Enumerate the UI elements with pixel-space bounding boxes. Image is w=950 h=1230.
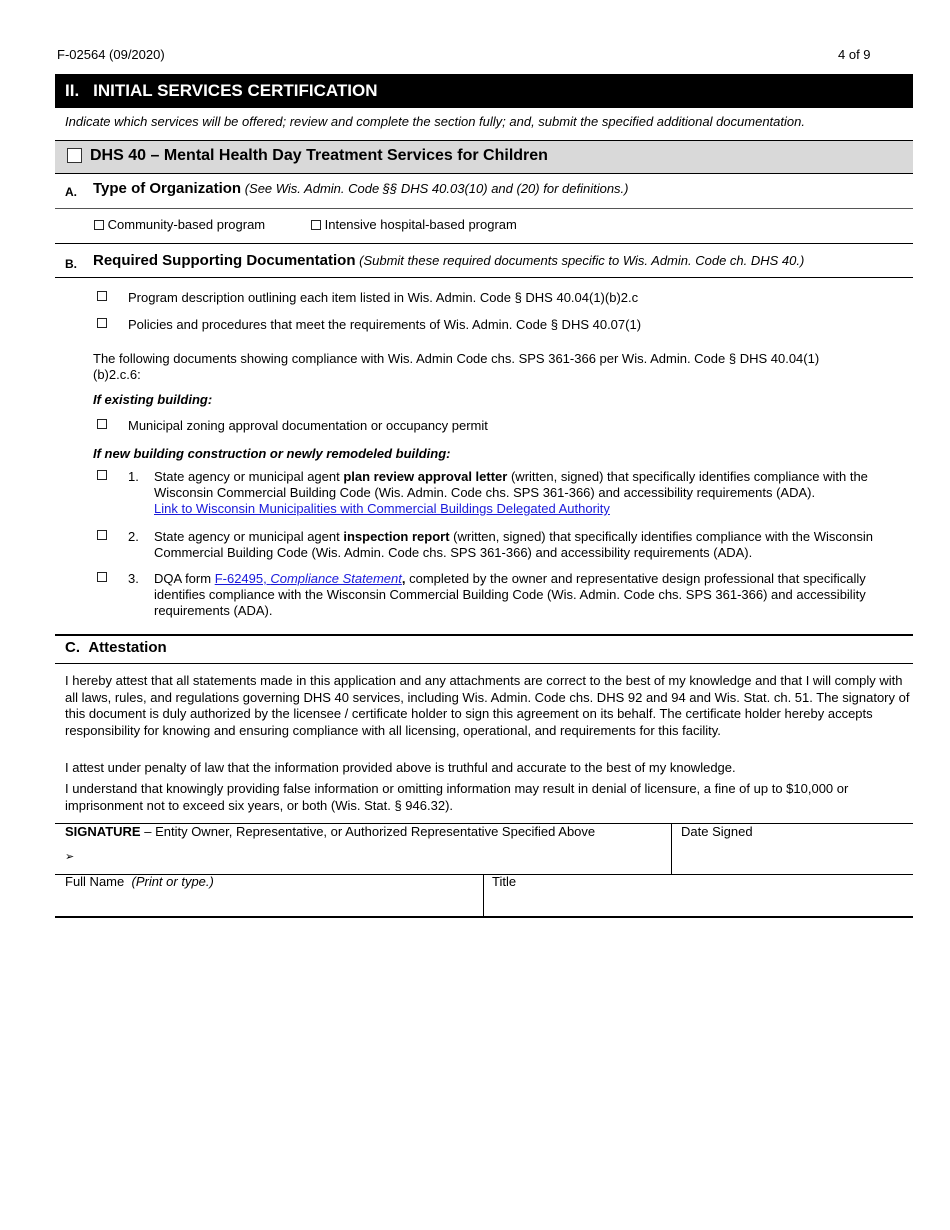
- divider: [55, 277, 913, 278]
- dhs40-title: DHS 40 – Mental Health Day Treatment Services for Children: [90, 147, 548, 164]
- divider: [55, 173, 913, 174]
- part-b-title: Required Supporting Documentation: [93, 252, 356, 269]
- part-c-letter: C.: [65, 639, 80, 656]
- item1-text: Program description outlining each item listed in Wis. Admin. Code § DHS 40.04(1)(b)2.c: [128, 290, 639, 305]
- arrow-icon: ➢: [65, 851, 75, 863]
- new3-checkbox[interactable]: [97, 572, 107, 582]
- part-a-heading: [93, 180, 629, 197]
- part-a-note: (See Wis. Admin. Code §§ DHS 40.03(10) and (20) for definitions.): [244, 181, 629, 196]
- new1-number: 1.: [128, 469, 139, 484]
- divider: [55, 243, 913, 244]
- new1-text: State agency or municipal agent plan review approval letter (written, signed) that specifically identifies compliance with the Wisconsin Commercial Building Code (Wis. Admin. Code chs. SPS 361-366) and accessibility requirements (ADA). Link to Wisconsin Municipalities with Commercial Buildings Delegated Authority: [154, 469, 868, 516]
- signature-field[interactable]: [75, 842, 665, 870]
- divider: [55, 916, 913, 918]
- section-header: [55, 74, 913, 108]
- compliance-intro: The following documents showing compliance with Wis. Admin Code chs. SPS 361-366 per Wis. Admin. Code § DHS 40.04(1)(b)2.c.6:: [93, 351, 820, 382]
- signature-label: SIGNATURE – Entity Owner, Representative, or Authorized Representative Specified Above: [65, 824, 596, 839]
- org-option-community[interactable]: Community-based program: [94, 217, 265, 233]
- existing-item-text: Municipal zoning approval documentation or occupancy permit: [128, 418, 488, 433]
- full-name-field[interactable]: [62, 891, 477, 915]
- item2-text: Policies and procedures that meet the requirements of Wis. Admin. Code § DHS 40.07(1): [128, 317, 642, 332]
- existing-checkbox[interactable]: [97, 419, 107, 429]
- new-building-label: If new building construction or newly remodeled building:: [93, 446, 451, 461]
- inspection-report-label: inspection report: [343, 529, 450, 544]
- attestation-para-2: I attest under penalty of law that the information provided above is truthful and accurate to the best of my knowledge.: [65, 760, 736, 775]
- part-a-title: Type of Organization: [93, 180, 242, 197]
- page-number: 4 of 9: [838, 47, 871, 62]
- title-field[interactable]: [490, 891, 905, 915]
- date-signed-label: Date Signed: [681, 824, 753, 839]
- part-b-note: (Submit these required documents specific to Wis. Admin. Code ch. DHS 40.): [359, 253, 805, 268]
- new2-text: State agency or municipal agent inspection report (written, signed) that specifically identifies compliance with the Wisconsin Commercial Building Code (Wis. Admin. Code chs. SPS 361-366) and accessibility requirements (ADA).: [154, 529, 873, 560]
- part-b-heading: [93, 252, 804, 269]
- community-checkbox[interactable]: [94, 220, 104, 230]
- municipalities-link[interactable]: Link to Wisconsin Municipalities with Commercial Buildings Delegated Authority: [154, 501, 610, 516]
- section-title: INITIAL SERVICES CERTIFICATION: [93, 81, 378, 100]
- attestation-para-3: I understand that knowingly providing false information or omitting information may result in denial of licensure, a fine of up to $10,000 or imprisonment not to exceed six years, or both (Wis. Stat. § 946.32).: [65, 781, 849, 813]
- divider: [55, 663, 913, 664]
- new3-text: DQA form F-62495, Compliance Statement, completed by the owner and representative design professional that specifically identifies compliance with the Wisconsin Commercial Building Code (Wis. Admin. Code chs. SPS 361-366) and accessibility requirements (ADA).: [154, 571, 866, 618]
- form-id: F-02564 (09/2020): [57, 47, 165, 62]
- plan-review-label: plan review approval letter: [343, 469, 508, 484]
- hospital-checkbox[interactable]: [311, 220, 321, 230]
- part-b-letter: B.: [65, 257, 77, 271]
- item1-checkbox[interactable]: [97, 291, 107, 301]
- item2-checkbox[interactable]: [97, 318, 107, 328]
- org-option-hospital[interactable]: Intensive hospital-based program: [311, 217, 517, 233]
- full-name-label: Full Name (Print or type.): [65, 874, 214, 889]
- new2-checkbox[interactable]: [97, 530, 107, 540]
- section-number: II.: [65, 81, 80, 100]
- part-a-letter: A.: [65, 185, 77, 199]
- part-c-heading: [65, 639, 167, 656]
- compliance-statement-link[interactable]: F-62495, Compliance Statement: [214, 571, 402, 586]
- new1-checkbox[interactable]: [97, 470, 107, 480]
- new2-number: 2.: [128, 529, 139, 544]
- title-label: Title: [492, 874, 517, 889]
- date-signed-field[interactable]: [680, 842, 905, 870]
- part-c-title: Attestation: [88, 639, 167, 656]
- attestation-para-1: I hereby attest that all statements made in this application and any attachments are correct to the best of my knowledge and that I will comply with all laws, rules, and regulations governing DHS 40 services, including Wis. Admin. Code chs. DHS 92 and 94 and Wis. Stat. ch. 51. The signatory of this document is duly authorized by the licensee / certificate holder to sign this agreement on its behalf. The certificate holder hereby accepts responsibility for knowing and ensuring compliance with all licensing, operational, and requirements for this facility.: [65, 673, 910, 738]
- existing-building-label: If existing building:: [93, 392, 213, 407]
- section-instruction: Indicate which services will be offered; review and complete the section fully; and, submit the specified additional documentation.: [65, 114, 805, 129]
- new3-number: 3.: [128, 571, 139, 586]
- dhs40-checkbox[interactable]: [67, 148, 82, 163]
- dhs40-bar: [55, 141, 913, 173]
- divider: [55, 208, 913, 209]
- cell-divider: [483, 874, 484, 917]
- cell-divider: [671, 823, 672, 874]
- divider: [55, 634, 913, 636]
